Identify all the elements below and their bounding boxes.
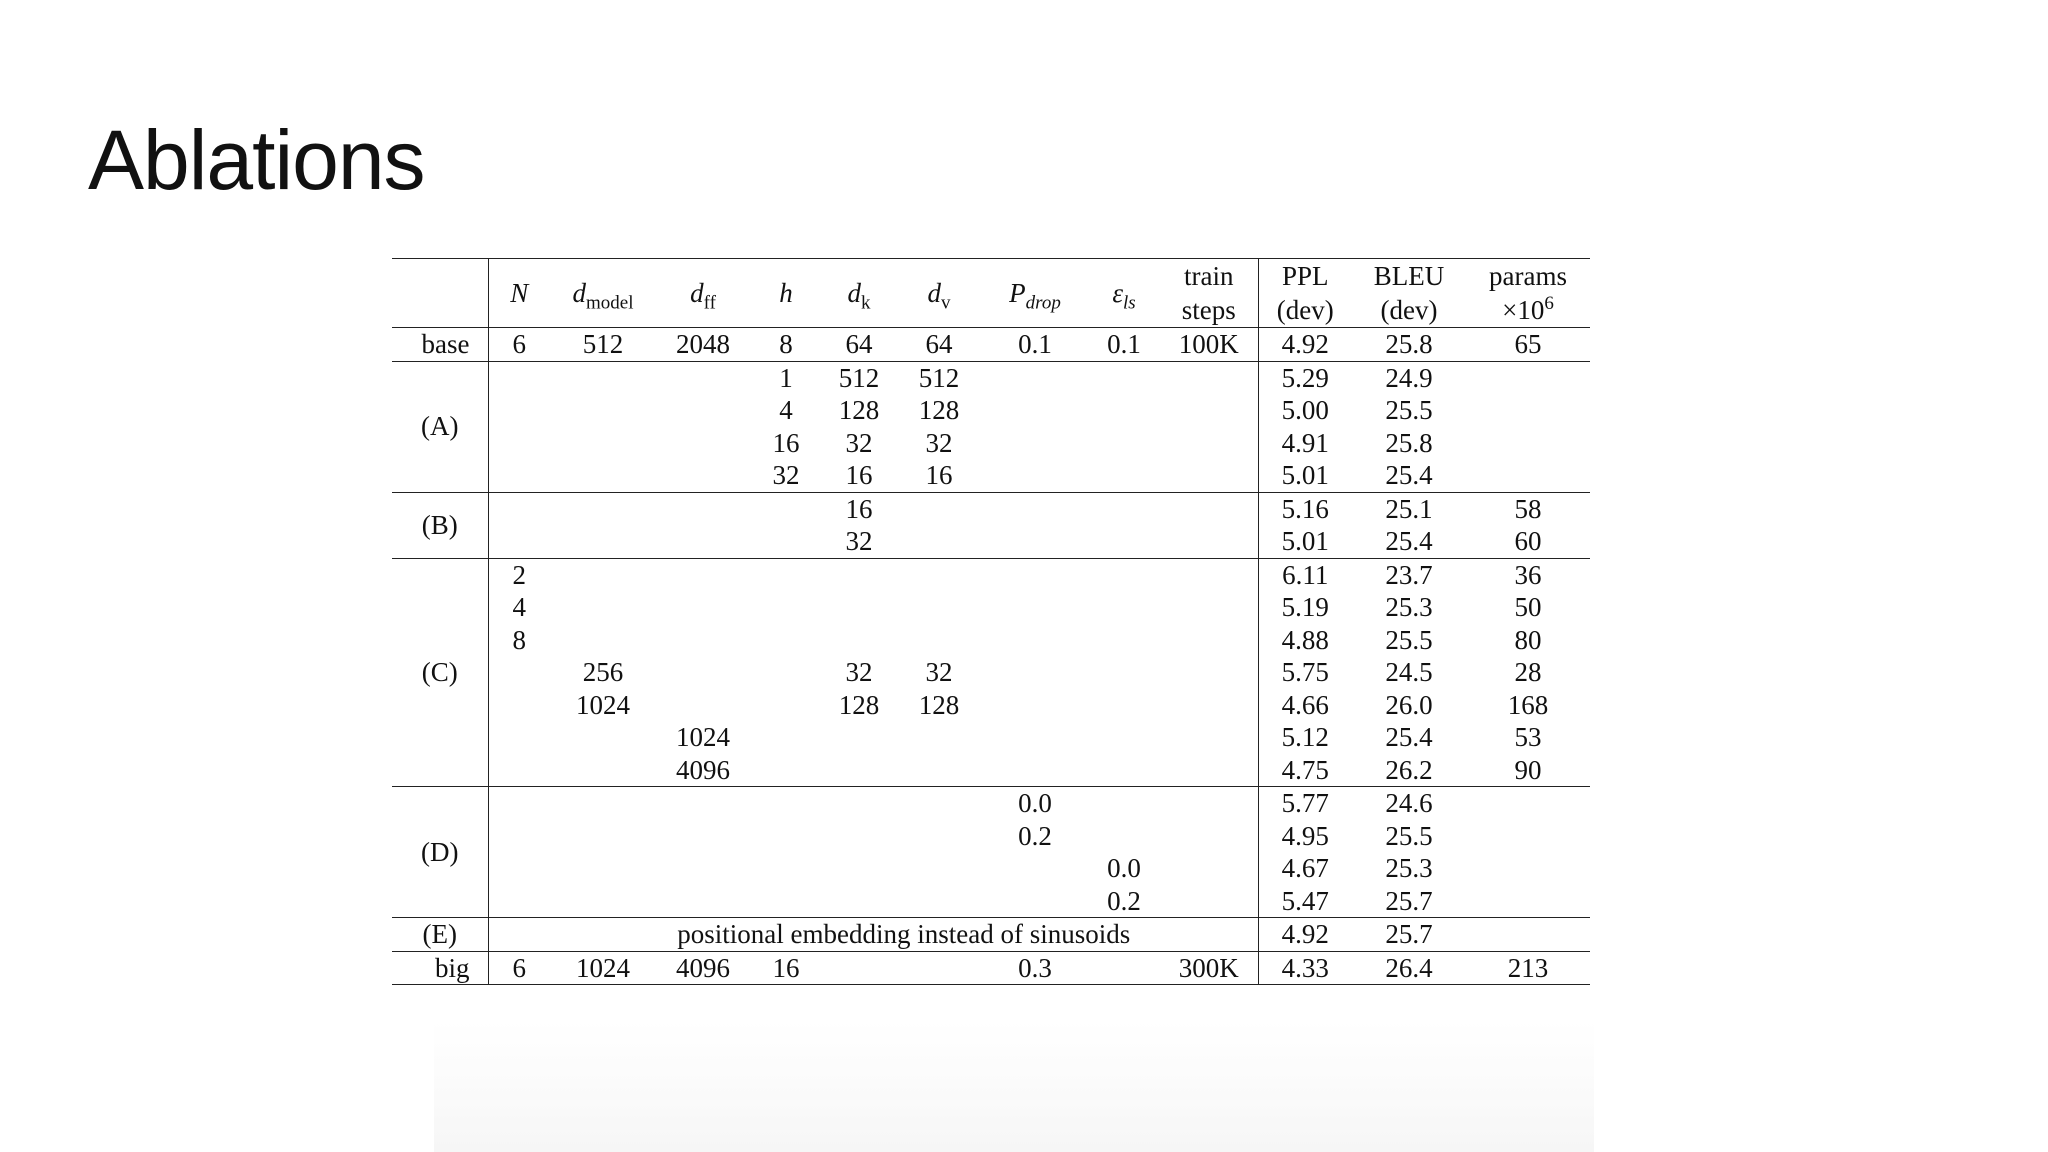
cell-p-drop: 0.3 (1018, 952, 1052, 983)
cell-p-drop: 0.2 (1018, 820, 1052, 851)
cell-d-ff (656, 525, 750, 558)
cell-train-steps (1160, 624, 1258, 657)
cell-eps-ls (1088, 624, 1160, 657)
cell-train-steps: 300K (1178, 952, 1239, 983)
cell-h: 8 (779, 329, 793, 359)
cell-d-model (550, 624, 656, 657)
cell-d-model (550, 787, 656, 820)
cell-d-v: 512 (918, 362, 960, 393)
cell-h (750, 787, 822, 820)
cell-p-drop (982, 394, 1088, 427)
cell-d-ff (656, 624, 750, 657)
cell-bleu: 25.7 (1385, 919, 1433, 949)
cell-params (1466, 361, 1590, 394)
cell-d-k (822, 558, 896, 591)
cell-n (488, 852, 550, 885)
cell-d-model (550, 459, 656, 492)
cell-h (750, 852, 822, 885)
header-n: N (488, 259, 550, 328)
cell-d-model (550, 492, 656, 525)
cell-eps-ls (1088, 361, 1160, 394)
cell-d-v (896, 558, 982, 591)
cell-p-drop: 0.0 (1018, 788, 1052, 818)
cell-ppl: 4.95 (1258, 820, 1352, 853)
cell-d-ff (656, 459, 750, 492)
cell-d-k: 32 (845, 427, 873, 458)
cell-d-v (896, 721, 982, 754)
header-eps-ls: $\varepsilon_{ls}$ (1112, 278, 1136, 314)
header-p-drop: $P_{drop}$ (1009, 278, 1061, 314)
cell-d-ff (656, 689, 750, 722)
cell-n (488, 820, 550, 853)
cell-train-steps (1160, 459, 1258, 492)
cell-train-steps (1160, 820, 1258, 853)
cell-p-drop (982, 459, 1088, 492)
cell-eps-ls (1088, 591, 1160, 624)
cell-params: 168 (1507, 689, 1549, 720)
cell-bleu: 24.5 (1385, 657, 1433, 687)
cell-d-k: 32 (845, 657, 873, 687)
cell-p-drop (982, 721, 1088, 754)
cell-d-v (896, 820, 982, 853)
cell-d-k: 128 (838, 395, 880, 425)
cell-p-drop (982, 656, 1088, 689)
cell-d-model (550, 820, 656, 853)
cell-d-ff (656, 885, 750, 918)
cell-ppl: 4.66 (1258, 689, 1352, 722)
cell-params (1466, 852, 1590, 885)
cell-n: 2 (488, 558, 550, 591)
table-row-base (392, 328, 1590, 362)
cell-train-steps (1160, 754, 1258, 787)
cell-d-v: 64 (925, 329, 953, 359)
cell-params (1466, 427, 1590, 460)
cell-ppl: 4.92 (1258, 918, 1352, 952)
cell-d-k: 16 (845, 493, 873, 524)
cell-d-k: 64 (845, 329, 873, 359)
cell-bleu: 25.3 (1385, 853, 1433, 883)
cell-p-drop (982, 885, 1088, 918)
cell-d-v (896, 624, 982, 657)
cell-train-steps (1160, 558, 1258, 591)
cell-train-steps: 100K (1178, 329, 1239, 359)
cell-eps-ls (1088, 394, 1160, 427)
cell-ppl: 6.11 (1258, 558, 1352, 591)
cell-d-k (822, 721, 896, 754)
cell-n (488, 459, 550, 492)
cell-train-steps (1160, 591, 1258, 624)
cell-d-model (550, 361, 656, 394)
cell-n (488, 754, 550, 787)
cell-n: 8 (488, 624, 550, 657)
cell-d-ff: 1024 (676, 722, 730, 752)
cell-ppl: 4.91 (1258, 427, 1352, 460)
cell-d-model (550, 754, 656, 787)
cell-eps-ls (1088, 558, 1160, 591)
cell-p-drop (982, 361, 1088, 394)
cell-d-model: 1024 (576, 952, 630, 983)
group-label-b: (B) (421, 509, 458, 540)
cell-d-v (896, 885, 982, 918)
header-bleu-line1: BLEU (1373, 261, 1445, 291)
cell-train-steps (1160, 656, 1258, 689)
cell-eps-ls (1088, 427, 1160, 460)
cell-ppl: 5.01 (1258, 459, 1352, 492)
cell-train-steps (1160, 427, 1258, 460)
cell-d-v (896, 525, 982, 558)
cell-d-k (822, 754, 896, 787)
cell-bleu: 26.2 (1385, 754, 1433, 785)
cell-eps-ls (1088, 459, 1160, 492)
cell-d-ff (656, 852, 750, 885)
cell-h (750, 689, 822, 722)
cell-h (750, 754, 822, 787)
cell-eps-ls: 0.2 (1107, 885, 1141, 916)
cell-params: 90 (1514, 754, 1542, 785)
cell-ppl: 4.88 (1258, 624, 1352, 657)
cell-params: 36 (1514, 559, 1542, 590)
cell-bleu: 25.5 (1385, 395, 1433, 425)
cell-train-steps (1160, 492, 1258, 525)
table-row (392, 787, 1590, 820)
cell-params: 58 (1514, 493, 1542, 524)
cell-d-k (822, 852, 896, 885)
cell-ppl: 4.75 (1258, 754, 1352, 787)
cell-train-steps (1160, 361, 1258, 394)
cell-d-ff (656, 427, 750, 460)
table-row (392, 754, 1590, 787)
cell-d-model (550, 558, 656, 591)
cell-d-model (550, 525, 656, 558)
table-row-big (392, 951, 1590, 985)
cell-p-drop (982, 624, 1088, 657)
cell-ppl: 5.77 (1258, 787, 1352, 820)
cell-h: 16 (772, 952, 800, 983)
cell-params (1466, 459, 1590, 492)
cell-d-model (550, 721, 656, 754)
cell-bleu: 25.5 (1385, 624, 1433, 655)
header-params-line1: params (1489, 261, 1567, 291)
cell-eps-ls (1088, 721, 1160, 754)
cell-d-model: 1024 (576, 689, 630, 720)
cell-bleu: 24.9 (1385, 362, 1433, 393)
cell-d-model: 256 (582, 657, 624, 687)
cell-d-ff: 4096 (676, 952, 730, 983)
cell-h (750, 656, 822, 689)
cell-eps-ls (1088, 689, 1160, 722)
cell-d-v: 128 (918, 395, 960, 425)
cell-h (750, 820, 822, 853)
cell-d-model (550, 394, 656, 427)
cell-d-ff (656, 558, 750, 591)
cell-d-k: 32 (845, 526, 873, 556)
table-row (392, 591, 1590, 624)
cell-eps-ls (1088, 656, 1160, 689)
table-row (392, 885, 1590, 918)
cell-ppl: 4.67 (1258, 852, 1352, 885)
projection-shadow (434, 1020, 1594, 1152)
cell-d-k: 16 (845, 460, 873, 490)
table-row (392, 721, 1590, 754)
cell-d-model (550, 591, 656, 624)
cell-ppl: 5.19 (1258, 591, 1352, 624)
cell-bleu: 26.4 (1385, 952, 1433, 983)
header-d-v: $d_v$ (927, 278, 951, 314)
cell-h: 1 (779, 362, 793, 393)
row-label: big (434, 952, 470, 983)
cell-ppl: 4.33 (1258, 951, 1352, 985)
cell-h (750, 624, 822, 657)
cell-train-steps (1160, 689, 1258, 722)
table-row (392, 656, 1590, 689)
cell-ppl: 5.75 (1258, 656, 1352, 689)
cell-eps-ls (1088, 492, 1160, 525)
cell-n: 4 (488, 591, 550, 624)
cell-p-drop (982, 591, 1088, 624)
cell-train-steps (1160, 885, 1258, 918)
cell-params: 50 (1514, 592, 1542, 622)
cell-bleu: 25.4 (1385, 460, 1433, 490)
cell-d-v (896, 492, 982, 525)
cell-params: 80 (1514, 624, 1542, 655)
table-row (392, 394, 1590, 427)
slide-title: Ablations (88, 113, 425, 207)
cell-n (488, 885, 550, 918)
cell-n (488, 689, 550, 722)
cell-d-k (822, 624, 896, 657)
cell-bleu: 25.3 (1385, 592, 1433, 622)
cell-d-k (822, 787, 896, 820)
cell-d-ff (656, 591, 750, 624)
header-ppl-line1: PPL (1258, 259, 1352, 294)
cell-n (488, 787, 550, 820)
cell-eps-ls (1088, 820, 1160, 853)
cell-bleu: 25.7 (1385, 885, 1433, 916)
cell-bleu: 23.7 (1385, 559, 1433, 590)
cell-p-drop (982, 492, 1088, 525)
cell-train-steps (1160, 525, 1258, 558)
cell-eps-ls (1088, 787, 1160, 820)
cell-d-ff (656, 361, 750, 394)
cell-ppl: 5.12 (1258, 721, 1352, 754)
header-corner (392, 259, 488, 328)
cell-train-steps (1160, 394, 1258, 427)
cell-n (488, 394, 550, 427)
cell-d-v: 32 (925, 427, 953, 458)
header-train-steps-line2: steps (1181, 295, 1236, 325)
cell-bleu: 25.4 (1385, 526, 1433, 556)
cell-n: 6 (488, 328, 550, 362)
table-row (392, 427, 1590, 460)
cell-d-model (550, 885, 656, 918)
cell-n: 6 (488, 951, 550, 985)
cell-d-k (822, 820, 896, 853)
cell-p-drop (982, 689, 1088, 722)
cell-d-ff (656, 492, 750, 525)
cell-d-k: 512 (838, 362, 880, 393)
cell-eps-ls (1088, 754, 1160, 787)
header-h: h (779, 278, 793, 308)
cell-p-drop (982, 525, 1088, 558)
cell-p-drop: 0.1 (1018, 329, 1052, 359)
cell-d-k (822, 591, 896, 624)
cell-d-v (896, 591, 982, 624)
cell-d-model (550, 427, 656, 460)
cell-params: 213 (1507, 952, 1549, 983)
cell-bleu: 25.8 (1385, 329, 1433, 359)
ablation-table (392, 258, 1590, 985)
cell-ppl: 5.01 (1258, 525, 1352, 558)
header-params-line2: $\times 10^6$ (1502, 293, 1554, 325)
cell-bleu: 24.6 (1385, 788, 1433, 818)
cell-d-k: 128 (838, 689, 880, 720)
cell-d-v: 16 (925, 460, 953, 490)
cell-eps-ls: 0.1 (1107, 329, 1141, 359)
cell-params: 65 (1514, 329, 1542, 359)
cell-p-drop (982, 427, 1088, 460)
cell-d-model: 512 (582, 329, 624, 359)
group-label-e: (E) (422, 919, 457, 949)
cell-params: 60 (1514, 526, 1542, 556)
cell-h (750, 525, 822, 558)
cell-d-k (822, 951, 896, 985)
cell-train-steps (1160, 787, 1258, 820)
cell-bleu: 26.0 (1385, 689, 1433, 720)
cell-h (750, 721, 822, 754)
cell-bleu: 25.1 (1385, 493, 1433, 524)
cell-ppl: 5.47 (1258, 885, 1352, 918)
cell-p-drop (982, 754, 1088, 787)
cell-ppl: 5.29 (1258, 361, 1352, 394)
cell-bleu: 25.4 (1385, 722, 1433, 752)
cell-params (1466, 918, 1590, 952)
cell-eps-ls (1088, 525, 1160, 558)
table-row (392, 624, 1590, 657)
cell-d-v (896, 852, 982, 885)
cell-n (488, 656, 550, 689)
cell-h (750, 558, 822, 591)
cell-d-model (550, 852, 656, 885)
table-row (392, 492, 1590, 525)
header-row-1 (392, 259, 1590, 294)
cell-d-ff: 4096 (676, 754, 730, 785)
cell-d-ff (656, 394, 750, 427)
cell-p-drop (982, 852, 1088, 885)
header-d-model: $d_{model}$ (572, 278, 634, 314)
cell-n (488, 361, 550, 394)
cell-ppl: 5.16 (1258, 492, 1352, 525)
table-row (392, 852, 1590, 885)
cell-params (1466, 787, 1590, 820)
cell-d-ff (656, 656, 750, 689)
cell-n (488, 427, 550, 460)
cell-h: 4 (779, 395, 793, 425)
cell-h: 32 (772, 460, 800, 490)
cell-d-k (822, 885, 896, 918)
cell-ppl: 4.92 (1258, 328, 1352, 362)
cell-params: 53 (1514, 722, 1542, 752)
cell-d-ff: 2048 (676, 329, 730, 359)
cell-n (488, 525, 550, 558)
cell-n (488, 918, 550, 952)
cell-d-v (896, 951, 982, 985)
cell-d-v: 128 (918, 689, 960, 720)
table-row (392, 820, 1590, 853)
header-bleu-line2: (dev) (1380, 295, 1438, 325)
cell-d-v: 32 (925, 657, 953, 687)
cell-n (488, 492, 550, 525)
cell-train-steps (1160, 721, 1258, 754)
cell-h (750, 492, 822, 525)
cell-d-v (896, 754, 982, 787)
row-label: base (421, 329, 470, 359)
cell-eps-ls: 0.0 (1107, 853, 1141, 883)
table-row (392, 459, 1590, 492)
cell-h (750, 591, 822, 624)
cell-h: 16 (772, 427, 800, 458)
header-d-ff: $d_{ff}$ (690, 278, 716, 314)
cell-d-ff (656, 787, 750, 820)
table-row (392, 361, 1590, 394)
group-label-d: (D) (421, 836, 459, 867)
header-ppl-line2: (dev) (1258, 293, 1352, 328)
table-row (392, 558, 1590, 591)
cell-d-ff (656, 820, 750, 853)
table-row (392, 689, 1590, 722)
cell-ppl: 5.00 (1258, 394, 1352, 427)
header-d-k: $d_k$ (847, 278, 871, 314)
cell-bleu: 25.5 (1385, 820, 1433, 851)
cell-params (1466, 820, 1590, 853)
cell-eps-ls (1088, 951, 1160, 985)
group-label-a: (A) (421, 411, 459, 442)
cell-params (1466, 394, 1590, 427)
cell-d-v (896, 787, 982, 820)
cell-h (750, 885, 822, 918)
cell-params (1466, 885, 1590, 918)
table-row-e (392, 918, 1590, 952)
cell-params: 28 (1514, 657, 1542, 687)
table-row (392, 525, 1590, 558)
header-train-steps-line1: train (1184, 261, 1234, 291)
cell-p-drop (982, 558, 1088, 591)
cell-bleu: 25.8 (1385, 427, 1433, 458)
cell-n (488, 721, 550, 754)
cell-train-steps (1160, 852, 1258, 885)
positional-embedding-note: positional embedding instead of sinusoids (677, 919, 1131, 949)
group-label-c: (C) (421, 657, 458, 687)
